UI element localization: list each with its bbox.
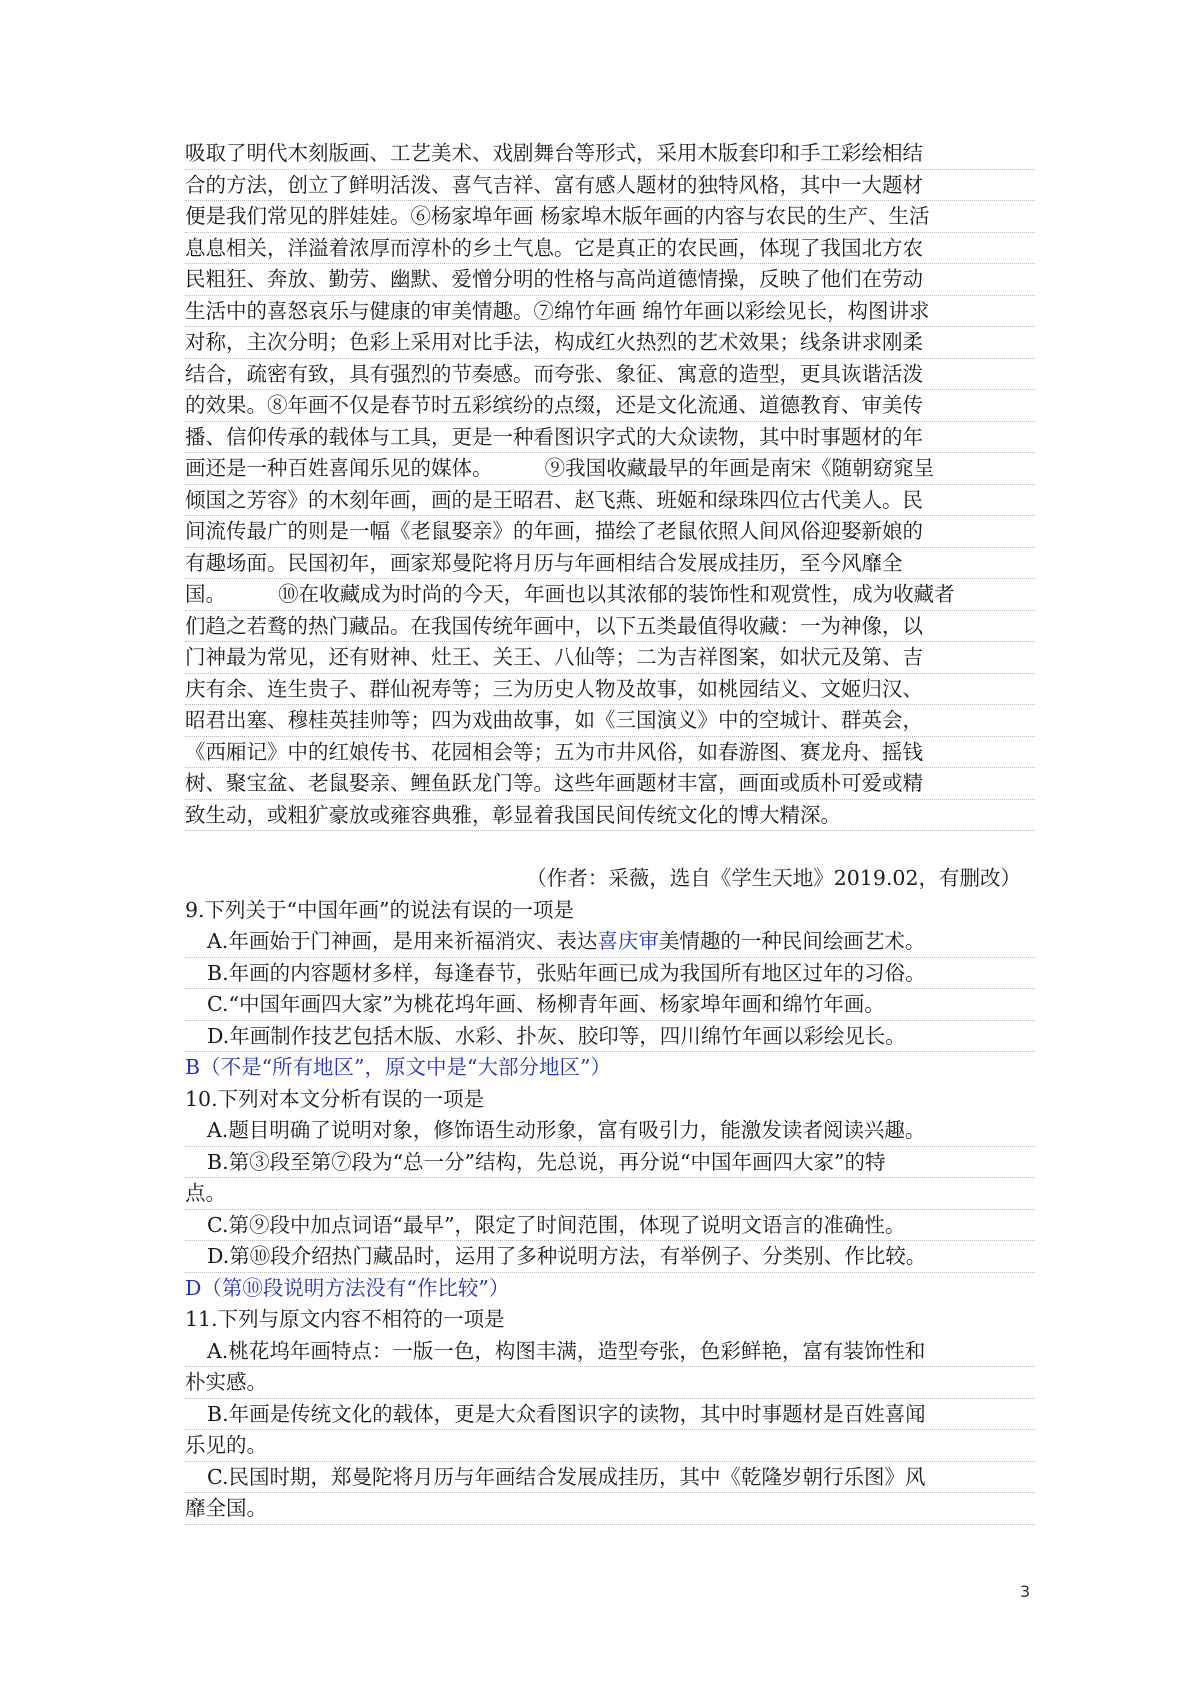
article-line: 间流传最广的则是一幅《老鼠娶亲》的年画，描绘了老鼠依照人间风俗迎娶新娘的 xyxy=(185,516,1035,548)
page-number: 3 xyxy=(1020,1582,1031,1601)
option-b: B.年画是传统文化的载体，更是大众看图识字的读物，其中时事题材是百姓喜闻 xyxy=(185,1399,1035,1431)
option-a: A.桃花坞年画特点：一版一色，构图丰满，造型夸张，色彩鲜艳，富有装饰性和 xyxy=(185,1336,1035,1368)
option-text: A.年画始于门神画，是用来祈福消灾、表达 xyxy=(207,929,598,953)
article-line: 的效果。⑧年画不仅是春节时五彩缤纷的点缀，还是文化流通、道德教育、审美传 xyxy=(185,390,1035,422)
option-c: C.第⑨段中加点词语“最早”，限定了时间范围，体现了说明文语言的准确性。 xyxy=(185,1210,1035,1242)
article-line: 树、聚宝盆、老鼠娶亲、鲤鱼跃龙门等。这些年画题材丰富，画面或质朴可爱或精 xyxy=(185,768,1035,800)
option-a-continued: 朴实感。 xyxy=(185,1367,1035,1399)
answer-key: B（不是“所有地区”，原文中是“大部分地区”） xyxy=(185,1055,611,1079)
article-line: 生活中的喜怒哀乐与健康的审美情趣。⑦绵竹年画 绵竹年画以彩绘见长，构图讲求 xyxy=(185,296,1035,328)
option-c: C.民国时期，郑曼陀将月历与年画结合发展成挂历，其中《乾隆岁朝行乐图》风 xyxy=(185,1462,1035,1494)
option-d: D.年画制作技艺包括木版、水彩、扑灰、胶印等，四川绵竹年画以彩绘见长。 xyxy=(185,1021,1035,1053)
option-c-continued: 靡全国。 xyxy=(185,1493,1035,1525)
article-line: 昭君出塞、穆桂英挂帅等；四为戏曲故事，如《三国演义》中的空城计、群英会， xyxy=(185,705,1035,737)
question-11 xyxy=(185,1304,1035,1525)
article-line: 吸取了明代木刻版画、工艺美术、戏剧舞台等形式，采用木版套印和手工彩绘相结 xyxy=(185,138,1035,170)
article-line: 对称，主次分明；色彩上采用对比手法，构成红火热烈的艺术效果；线条讲求刚柔 xyxy=(185,327,1035,359)
question-stem: 11.下列与原文内容不相符的一项是 xyxy=(185,1307,505,1331)
article-line: 有趣场面。民国初年，画家郑曼陀将月历与年画相结合发展成挂历，至今风靡全 xyxy=(185,548,1035,580)
article-line: 画还是一种百姓喜闻乐见的媒体。 ⑨我国收藏最早的年画是南宋《随朝窈窕呈 xyxy=(185,453,1035,485)
question-stem: 9.下列关于“中国年画”的说法有误的一项是 xyxy=(185,897,575,922)
article-line: 《西厢记》中的红娘传书、花园相会等；五为市井风俗，如春游图、赛龙舟、摇钱 xyxy=(185,737,1035,769)
option-d: D.第⑩段介绍热门藏品时，运用了多种说明方法，有举例子、分类别、作比较。 xyxy=(185,1241,1035,1273)
article-line: 们趋之若鹜的热门藏品。在我国传统年画中，以下五类最值得收藏：一为神像，以 xyxy=(185,611,1035,643)
article-line: 合的方法，创立了鲜明活泼、喜气吉祥、富有感人题材的独特风格，其中一大题材 xyxy=(185,170,1035,202)
article-line: 门神最为常见，还有财神、灶王、关王、八仙等；二为吉祥图案，如状元及第、吉 xyxy=(185,642,1035,674)
question-9 xyxy=(185,895,1035,1084)
option-b-continued: 乐见的。 xyxy=(185,1430,1035,1462)
option-text: 美情趣的一种民间绘画艺术。 xyxy=(658,929,926,953)
article-body xyxy=(185,138,1035,831)
option-c: C.“中国年画四大家”为桃花坞年画、杨柳青年画、杨家埠年画和绵竹年画。 xyxy=(185,989,1035,1021)
article-line: 国。 ⑩在收藏成为时尚的今天，年画也以其浓郁的装饰性和观赏性，成为收藏者 xyxy=(185,579,1035,611)
highlighted-text: 喜庆审 xyxy=(597,929,659,953)
article-line: 播、信仰传承的载体与工具，更是一种看图识字式的大众读物，其中时事题材的年 xyxy=(185,422,1035,454)
question-stem: 10.下列对本文分析有误的一项是 xyxy=(185,1086,485,1111)
answer-key: D（第⑩段说明方法没有“作比较”） xyxy=(185,1275,510,1300)
option-a: A.题目明确了说明对象，修饰语生动形象，富有吸引力，能激发读者阅读兴趣。 xyxy=(185,1115,1035,1147)
question-10 xyxy=(185,1084,1035,1305)
article-line: 息息相关，洋溢着浓厚而淳朴的乡土气息。它是真正的农民画，体现了我国北方农 xyxy=(185,233,1035,265)
article-line: 致生动，或粗犷豪放或雍容典雅，彰显着我国民间传统文化的博大精深。 xyxy=(185,800,1035,832)
article-line: 结合，疏密有致，具有强烈的节奏感。而夸张、象征、寓意的造型，更具诙谐活泼 xyxy=(185,359,1035,391)
article-line: 庆有余、连生贵子、群仙祝寿等；三为历史人物及故事，如桃园结义、文姬归汉、 xyxy=(185,674,1035,706)
document-page xyxy=(185,138,1035,1525)
article-line: 民粗狂、奔放、勤劳、幽默、爱憎分明的性格与高尚道德情操，反映了他们在劳动 xyxy=(185,264,1035,296)
article-line: 便是我们常见的胖娃娃。⑥杨家埠年画 杨家埠木版年画的内容与农民的生产、生活 xyxy=(185,201,1035,233)
source-citation: （作者：采薇，选自《学生天地》2019.02，有删改） xyxy=(526,866,1021,890)
option-b: B.第③段至第⑦段为“总一分”结构，先总说，再分说“中国年画四大家”的特 xyxy=(185,1147,1035,1179)
option-b: B.年画的内容题材多样，每逢春节，张贴年画已成为我国所有地区过年的习俗。 xyxy=(185,958,1035,990)
article-line: 倾国之芳容》的木刻年画，画的是王昭君、赵飞燕、班姬和绿珠四位古代美人。民 xyxy=(185,485,1035,517)
option-a xyxy=(185,926,1035,958)
option-b-continued: 点。 xyxy=(185,1178,1035,1210)
